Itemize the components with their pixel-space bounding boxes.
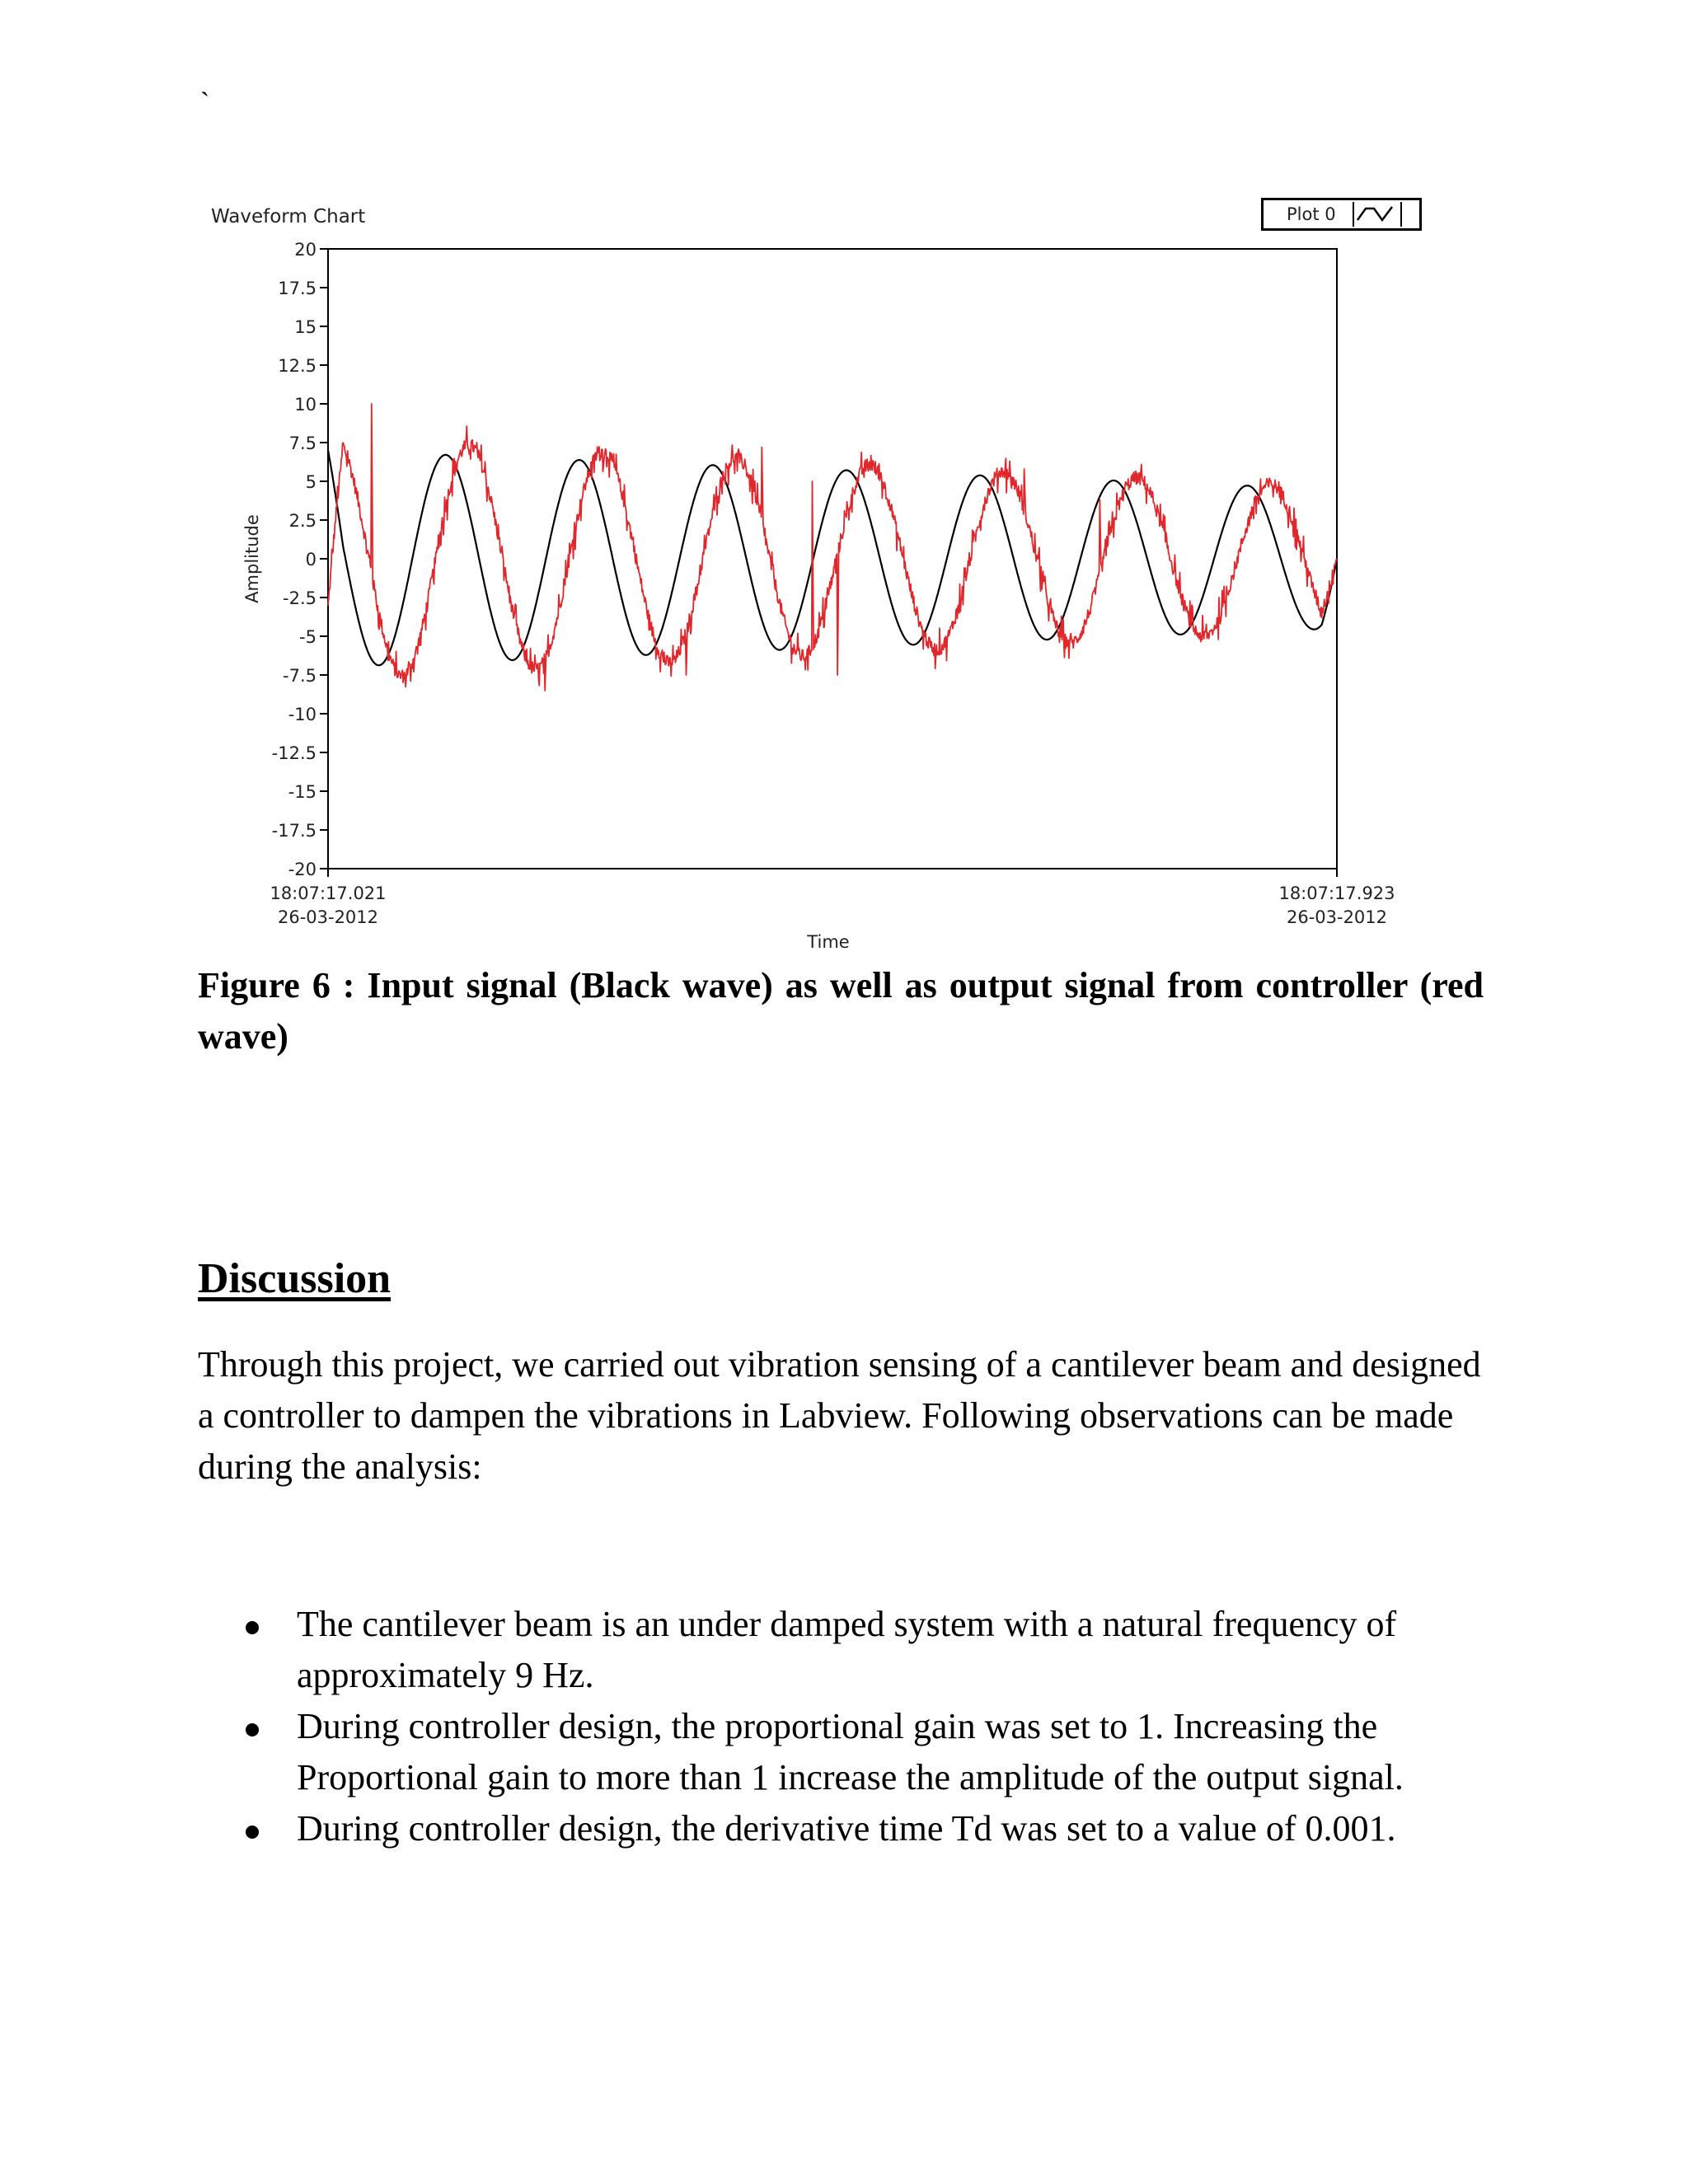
list-item — [198, 1803, 1484, 1854]
y-tick-label: 7.5 — [288, 434, 316, 453]
discussion-paragraph: Through this project, we carried out vibration sensing of a cantilever beam and designed a controller to dampen the vibrations in Labview. Following observations can be made during the analysis: — [198, 1344, 1481, 1487]
list-item-text: During controller design, the derivative time Td was set to a value of 0.001. — [297, 1808, 1396, 1849]
waveform-chart — [0, 0, 1688, 956]
x-tick-date-label: 26-03-2012 — [277, 907, 379, 927]
list-item-text: During controller design, the proportional gain was set to 1. Increasing the Proportional gain to more than 1 increase the amplitude of the output signal. — [297, 1706, 1404, 1797]
discussion-heading: Discussion — [198, 1255, 392, 1302]
y-tick-label: 5 — [305, 472, 316, 492]
figure-caption: Figure 6 : Input signal (Black wave) as well as output signal from controller (red wave) — [198, 965, 1484, 1057]
y-axis-label: Amplitude — [242, 514, 262, 603]
x-axis-label: Time — [807, 932, 850, 952]
y-tick-label: -2.5 — [283, 588, 316, 608]
series-line-input — [328, 450, 1337, 665]
y-tick-label: 0 — [305, 550, 316, 569]
list-item — [198, 1599, 1484, 1701]
bullet-icon — [246, 1621, 259, 1634]
bullet-icon — [246, 1825, 259, 1839]
y-tick-label: -7.5 — [283, 666, 316, 686]
y-tick-label: -5 — [299, 627, 316, 647]
y-tick-label: 17.5 — [278, 279, 316, 298]
legend-label: Plot 0 — [1287, 204, 1336, 224]
y-tick-label: -20 — [288, 860, 316, 879]
x-tick-time-label: 18:07:17.021 — [270, 883, 387, 903]
y-tick-label: -12.5 — [271, 743, 316, 763]
y-tick-label: 2.5 — [288, 511, 316, 531]
x-tick-date-label: 26-03-2012 — [1286, 907, 1388, 927]
y-tick-label: -17.5 — [271, 821, 316, 841]
y-tick-label: -15 — [288, 782, 316, 802]
y-tick-label: -10 — [288, 705, 316, 724]
y-tick-label: 20 — [294, 240, 316, 260]
y-tick-label: 12.5 — [278, 356, 316, 376]
list-item-text: The cantilever beam is an under damped system with a natural frequency of approximately 9 Hz. — [297, 1604, 1397, 1695]
x-tick-time-label: 18:07:17.923 — [1278, 883, 1395, 903]
bullet-icon — [246, 1723, 259, 1736]
chart-title: Waveform Chart — [211, 206, 366, 227]
series-line-output — [328, 404, 1337, 691]
list-item — [198, 1701, 1484, 1803]
y-tick-label: 15 — [294, 317, 316, 337]
y-tick-label: 10 — [294, 395, 316, 415]
stray-mark: ` — [200, 87, 210, 118]
observation-list — [198, 1599, 1484, 1854]
